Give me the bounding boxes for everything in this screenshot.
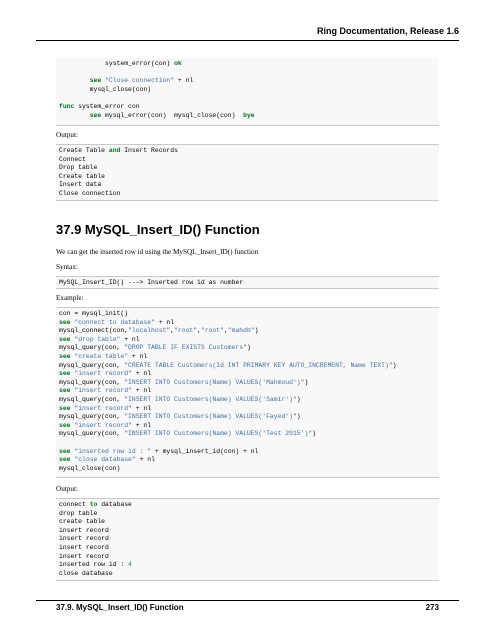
code-token: close database xyxy=(59,569,113,577)
code-token: Insert Records xyxy=(120,147,178,154)
code-token xyxy=(59,77,90,84)
code-token: see xyxy=(59,421,71,429)
code-token: "insert record" xyxy=(74,387,132,395)
code-token: create table xyxy=(59,518,106,526)
code-token: see xyxy=(59,352,71,360)
code-line xyxy=(59,147,436,156)
code-token: "inserted row id : " xyxy=(74,447,152,455)
code-token: mysql_close(con) xyxy=(59,85,152,93)
code-token: ) xyxy=(296,395,301,403)
footer-rule xyxy=(36,600,459,601)
code-token: see xyxy=(59,404,71,412)
code-line xyxy=(59,69,436,78)
syntax-label: Syntax: xyxy=(56,263,78,271)
code-token: "DROP TABLE IF EXISTS Customers" xyxy=(124,344,247,352)
code-token: "root" xyxy=(200,327,224,335)
code-token: + nl xyxy=(120,335,140,343)
code-line xyxy=(59,344,436,353)
code-token: , xyxy=(170,327,175,335)
code-token: and xyxy=(108,147,121,154)
intro-paragraph: We can get the inserted row id using the MySQL_Insert_ID() function xyxy=(56,248,259,256)
code-token: "mahdb" xyxy=(227,327,255,335)
code-token: ok xyxy=(174,60,182,67)
code-token: "root" xyxy=(174,327,198,335)
code-token: see xyxy=(59,447,71,455)
code-token: "INSERT INTO Customers(Name) VALUES('Test 2015')" xyxy=(124,430,313,438)
code-line xyxy=(59,396,436,405)
code-token: ) xyxy=(392,361,397,369)
code-token: "Close connection" xyxy=(105,77,175,85)
code-line xyxy=(59,501,436,510)
output-block-1 xyxy=(56,144,439,201)
code-line xyxy=(59,379,436,388)
code-line xyxy=(59,413,436,422)
code-line xyxy=(59,112,436,121)
code-line xyxy=(59,190,436,199)
code-line xyxy=(59,570,436,579)
code-token: inserted row id : xyxy=(59,561,129,569)
code-line xyxy=(59,103,436,112)
code-token: + nl xyxy=(131,421,152,429)
code-token: Insert data xyxy=(59,181,102,189)
output-label-1: Output: xyxy=(56,131,78,139)
code-line xyxy=(59,510,436,519)
code-line xyxy=(59,362,436,371)
code-token: insert record xyxy=(59,535,109,543)
code-line xyxy=(59,60,436,69)
code-line xyxy=(59,77,436,86)
code-token: + nl xyxy=(128,352,148,360)
code-token: Create table xyxy=(59,172,106,180)
footer-section: 37.9. MySQL_Insert_ID() Function xyxy=(56,603,184,612)
code-token: "create table" xyxy=(74,352,129,360)
code-token: con = mysql_init() xyxy=(59,310,129,317)
code-token: "INSERT INTO Customers(Name) VALUES('Samir')" xyxy=(124,395,297,403)
code-line xyxy=(59,279,436,288)
code-line xyxy=(59,518,436,527)
code-line xyxy=(59,553,436,562)
code-token: ) xyxy=(246,344,251,352)
code-token: see xyxy=(59,387,71,395)
code-token: ) xyxy=(296,413,301,421)
code-line xyxy=(59,387,436,396)
code-token: bye xyxy=(243,111,255,119)
code-token: + nl xyxy=(131,387,152,395)
code-token: + nl xyxy=(131,370,152,378)
code-token: connect xyxy=(59,501,90,508)
code-token: drop table xyxy=(59,509,98,517)
code-token: "connect to database" xyxy=(74,318,155,326)
code-token: "insert record" xyxy=(74,421,132,429)
code-token: + nl xyxy=(154,318,175,326)
output-label-2: Output: xyxy=(56,485,78,493)
code-token: + mysql_insert_id(con) + nl xyxy=(151,447,259,455)
code-line xyxy=(59,310,436,319)
code-token: "INSERT INTO Customers(Name) VALUES('Fayed')" xyxy=(124,413,297,421)
code-token: "drop table" xyxy=(74,335,121,343)
code-line xyxy=(59,94,436,103)
code-line xyxy=(59,561,436,570)
code-line xyxy=(59,370,436,379)
code-line xyxy=(59,535,436,544)
code-token: ) xyxy=(312,430,316,438)
code-line xyxy=(59,164,436,173)
code-token: Close connection xyxy=(59,189,121,197)
code-token: insert record xyxy=(59,543,109,551)
code-line xyxy=(59,439,436,448)
code-line xyxy=(59,156,436,165)
output-block-2 xyxy=(56,498,439,581)
code-line xyxy=(59,181,436,190)
code-token: see xyxy=(59,370,71,378)
running-header: Ring Documentation, Release 1.6 xyxy=(316,26,459,36)
code-token: func xyxy=(59,102,75,110)
code-line xyxy=(59,336,436,345)
syntax-block xyxy=(56,276,439,289)
code-token: see xyxy=(59,456,71,464)
code-token: see xyxy=(59,318,71,326)
code-line xyxy=(59,456,436,465)
code-token: mysql_query(con, xyxy=(59,395,125,403)
example-label: Example: xyxy=(56,294,84,302)
code-line xyxy=(59,465,436,474)
code-token: "CREATE TABLE Customers(Id INT PRIMARY KEY AUTO_INCREMENT, Name TEXT)" xyxy=(124,361,393,369)
code-line xyxy=(59,173,436,182)
code-token xyxy=(59,112,90,119)
code-token: ) xyxy=(254,327,259,335)
code-token: "localhost" xyxy=(128,327,171,335)
code-token: mysql_query(con, xyxy=(59,378,125,386)
code-line xyxy=(59,327,436,336)
code-token: system_error(con) xyxy=(59,60,175,67)
code-token: + nl xyxy=(174,77,194,85)
code-token: , xyxy=(223,327,228,335)
example-code-block xyxy=(56,307,439,478)
code-token: , xyxy=(197,327,201,335)
code-token: + nl xyxy=(131,404,152,412)
code-token: "INSERT INTO Customers(Name) VALUES('Mahmoud')" xyxy=(124,378,305,386)
code-token: "insert record" xyxy=(74,404,132,412)
code-line xyxy=(59,448,436,457)
code-token: mysql_error(con) mysql_close(con) xyxy=(101,111,244,119)
code-line xyxy=(59,86,436,95)
code-token: mysql_query(con, xyxy=(59,430,125,438)
code-token: to xyxy=(89,501,98,508)
section-title: 37.9 MySQL_Insert_ID() Function xyxy=(56,222,260,237)
code-token: mysql_query(con, xyxy=(59,344,125,352)
code-token: system_error con xyxy=(74,102,140,110)
code-token: Create Table xyxy=(59,147,109,154)
code-token: Connect xyxy=(59,155,86,163)
code-token: see xyxy=(59,335,71,343)
code-token: mysql_query(con, xyxy=(59,361,125,369)
code-token: Drop table xyxy=(59,164,98,172)
code-line xyxy=(59,353,436,362)
code-token: see xyxy=(89,111,102,119)
code-token: ) xyxy=(304,378,309,386)
code-token: mysql_connect(con, xyxy=(59,327,129,335)
code-token: database xyxy=(97,501,132,508)
code-line xyxy=(59,527,436,536)
code-token: "close database" xyxy=(74,456,136,464)
code-block-top xyxy=(56,58,439,126)
code-token: mysql_close(con) xyxy=(59,464,121,472)
code-line xyxy=(59,430,436,439)
code-line xyxy=(59,544,436,553)
code-line xyxy=(59,319,436,328)
page-number: 273 xyxy=(425,603,439,612)
code-token: 4 xyxy=(128,561,132,569)
code-line xyxy=(59,422,436,431)
code-token: MySQL_Insert_ID() ---> Inserted row id as number xyxy=(59,279,244,286)
header-rule xyxy=(36,40,459,41)
code-token: "insert record" xyxy=(74,370,132,378)
code-token: insert record xyxy=(59,526,109,534)
code-token: see xyxy=(89,77,102,85)
code-token: + nl xyxy=(135,456,155,464)
code-token: mysql_query(con, xyxy=(59,413,125,421)
code-token: insert record xyxy=(59,552,109,560)
code-line xyxy=(59,405,436,414)
